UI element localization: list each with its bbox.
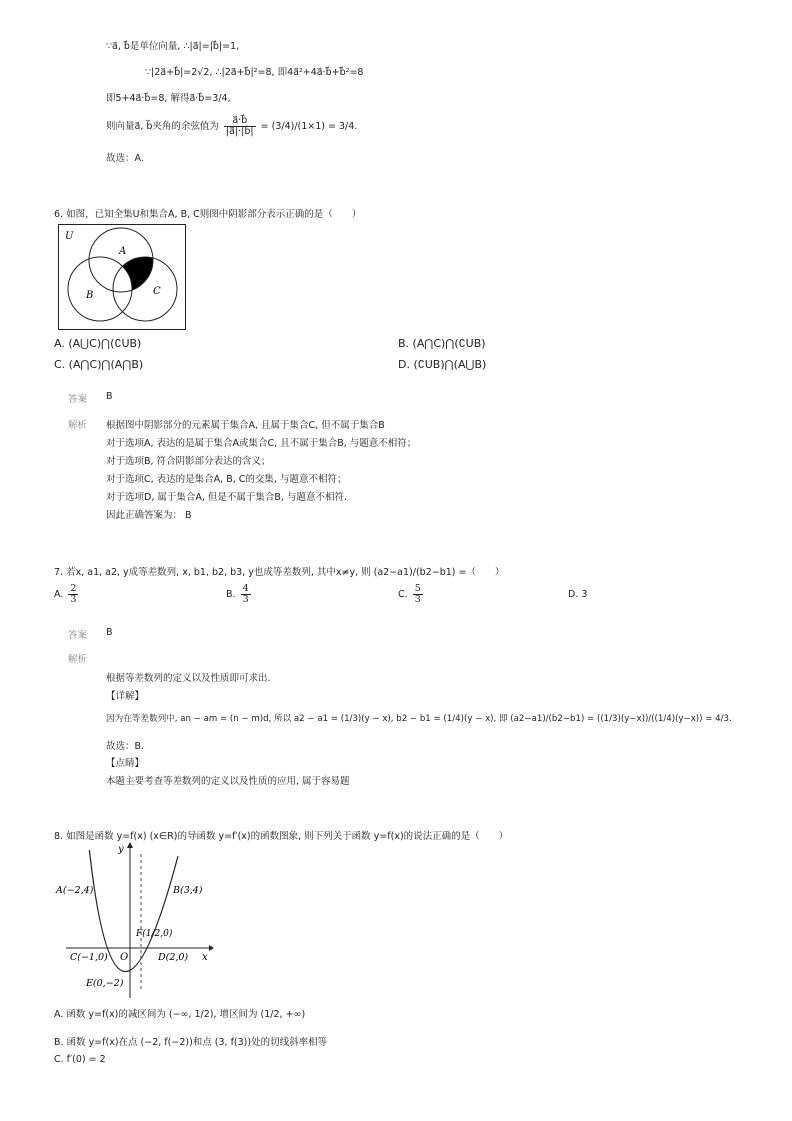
cosine-denominator: |a⃗|·|b⃗|: [225, 125, 254, 137]
q6-option-b[interactable]: B. (A⋂C)⋂(∁UB): [398, 337, 486, 350]
q6-analysis-label: 解析: [68, 420, 88, 431]
y-axis-arrow: [127, 842, 133, 848]
graph-label-x: x: [202, 952, 208, 963]
graph-point-a: A(−2,4): [56, 885, 94, 896]
prev-solution-line3: 即5+4a⃗·b⃗=8, 解得a⃗·b⃗=3/4,: [106, 93, 231, 104]
q6-option-c[interactable]: C. (A⋂C)⋂(A⋂B): [54, 358, 144, 371]
cosine-rhs: = (3/4)/(1×1) = 3/4.: [260, 120, 358, 132]
graph-point-e: E(0,−2): [86, 978, 124, 989]
prev-solution-line4: [106, 116, 357, 137]
q6-analysis-line: 对于选项A, 表达的是属于集合A或集合C, 且不属于集合B, 与题意不相符；: [106, 438, 417, 449]
q7-analysis-line: 【点睛】: [106, 758, 145, 769]
cosine-fraction: [224, 116, 256, 137]
q6-analysis-line: 对于选项D, 属于集合A, 但是不属于集合B, 与题意不相符.: [106, 492, 347, 503]
prev-solution-line1: ∵a⃗, b⃗是单位向量, ∴|a⃗|=|b⃗|=1,: [106, 41, 240, 52]
q7-option-b-letter: B.: [226, 588, 236, 600]
q6-analysis-line: 根据图中阴影部分的元素属于集合A, 且属于集合C, 但不属于集合B: [106, 420, 385, 431]
q6-answer: B: [106, 391, 113, 402]
q7-analysis-line: 因为在等差数列中, an − am = (n − m)d, 所以 a2 − a1 = (1/3)(y − x), b2 − b1 = (1/4)(y − x), 即 (a2−a1)/(b2−b1) = ((1/3)(y−x))/((1/4)(y−x)) = 4/3.: [106, 714, 732, 724]
q6-stem: 6. 如图，已知全集U和集合A, B, C则图中阴影部分表示正确的是（ ）: [54, 209, 362, 220]
q7-option-c-fraction: $\frac{5}{3}$: [414, 583, 421, 605]
q7-answer: B: [106, 627, 113, 638]
q7-analysis-label: 解析: [68, 654, 88, 665]
q6-answer-label: 答案: [68, 394, 88, 405]
q6-option-a[interactable]: A. (A⋃C)⋂(∁UB): [54, 337, 142, 350]
prev-solution-conclusion: 故选：A.: [106, 153, 144, 164]
q7-answer-label: 答案: [68, 630, 88, 641]
q8-option-b[interactable]: B. 函数 y=f(x)在点 (−2, f(−2))和点 (3, f(3))处的切线斜率相等: [54, 1037, 328, 1048]
q7-analysis-line: 根据等差数列的定义以及性质即可求出.: [106, 673, 271, 684]
prev-solution-line2: ∵|2a⃗+b⃗|=2√2, ∴|2a⃗+b⃗|²=8, 即4a⃗²+4a⃗·b⃗+b⃗²=8: [145, 67, 364, 78]
q8-derivative-graph: [54, 840, 214, 1000]
graph-point-d: D(2,0): [158, 952, 189, 963]
x-axis-arrow: [209, 945, 214, 951]
cosine-text: 则向量a⃗, b⃗夹角的余弦值为: [106, 120, 219, 132]
q7-option-d[interactable]: D. 3: [568, 589, 588, 600]
q7-option-c-letter: C.: [398, 588, 408, 600]
q7-option-a-letter: A.: [54, 588, 64, 600]
q7-option-a[interactable]: [54, 584, 80, 605]
cosine-numerator: a⃗·b⃗: [224, 116, 256, 127]
venn-label-a: A: [119, 246, 127, 257]
graph-point-c: C(−1,0): [70, 952, 108, 963]
q8-option-a[interactable]: A. 函数 y=f(x)的减区间为 (−∞, 1/2), 增区间为 (1/2, +∞): [54, 1009, 306, 1020]
q7-analysis-line: 故选：B.: [106, 741, 145, 752]
venn-label-c: C: [153, 286, 161, 297]
q7-analysis-line: 【详解】: [106, 691, 145, 702]
q6-analysis-line: 对于选项B, 符合阴影部分表达的含义；: [106, 456, 271, 467]
q7-option-c[interactable]: [398, 584, 425, 605]
q7-option-b-fraction: $\frac{4}{3}$: [242, 583, 249, 605]
q6-option-d[interactable]: D. (∁UB)⋂(A⋃B): [398, 358, 487, 371]
q6-analysis-line: 因此正确答案为： B: [106, 510, 192, 521]
graph-label-y: y: [118, 844, 124, 855]
venn-label-b: B: [86, 290, 94, 301]
q7-option-a-fraction: $\frac{2}{3}$: [70, 583, 77, 605]
q7-option-b[interactable]: [226, 584, 253, 605]
q6-venn-diagram: [58, 224, 186, 330]
q7-stem: 7. 若x, a1, a2, y成等差数列, x, b1, b2, b3, y也成等差数列, 其中x≠y, 则 (a2−a1)/(b2−b1) =（ ）: [54, 567, 505, 578]
q6-analysis-line: 对于选项C, 表达的是集合A, B, C的交集, 与题意不相符；: [106, 474, 347, 485]
venn-label-u: U: [65, 231, 74, 242]
q8-option-c[interactable]: C. f′(0) = 2: [54, 1054, 106, 1065]
graph-label-origin: O: [120, 952, 129, 963]
graph-point-b: B(3,4): [173, 885, 203, 896]
q8-stem: 8. 如图是函数 y=f(x) (x∈R)的导函数 y=f′(x)的函数图象, 则下列关于函数 y=f(x)的说法正确的是（ ）: [54, 831, 509, 842]
q7-analysis-line: 本题主要考查等差数列的定义以及性质的应用, 属于容易题: [106, 776, 350, 787]
graph-point-f: F(1/2,0): [136, 929, 173, 939]
